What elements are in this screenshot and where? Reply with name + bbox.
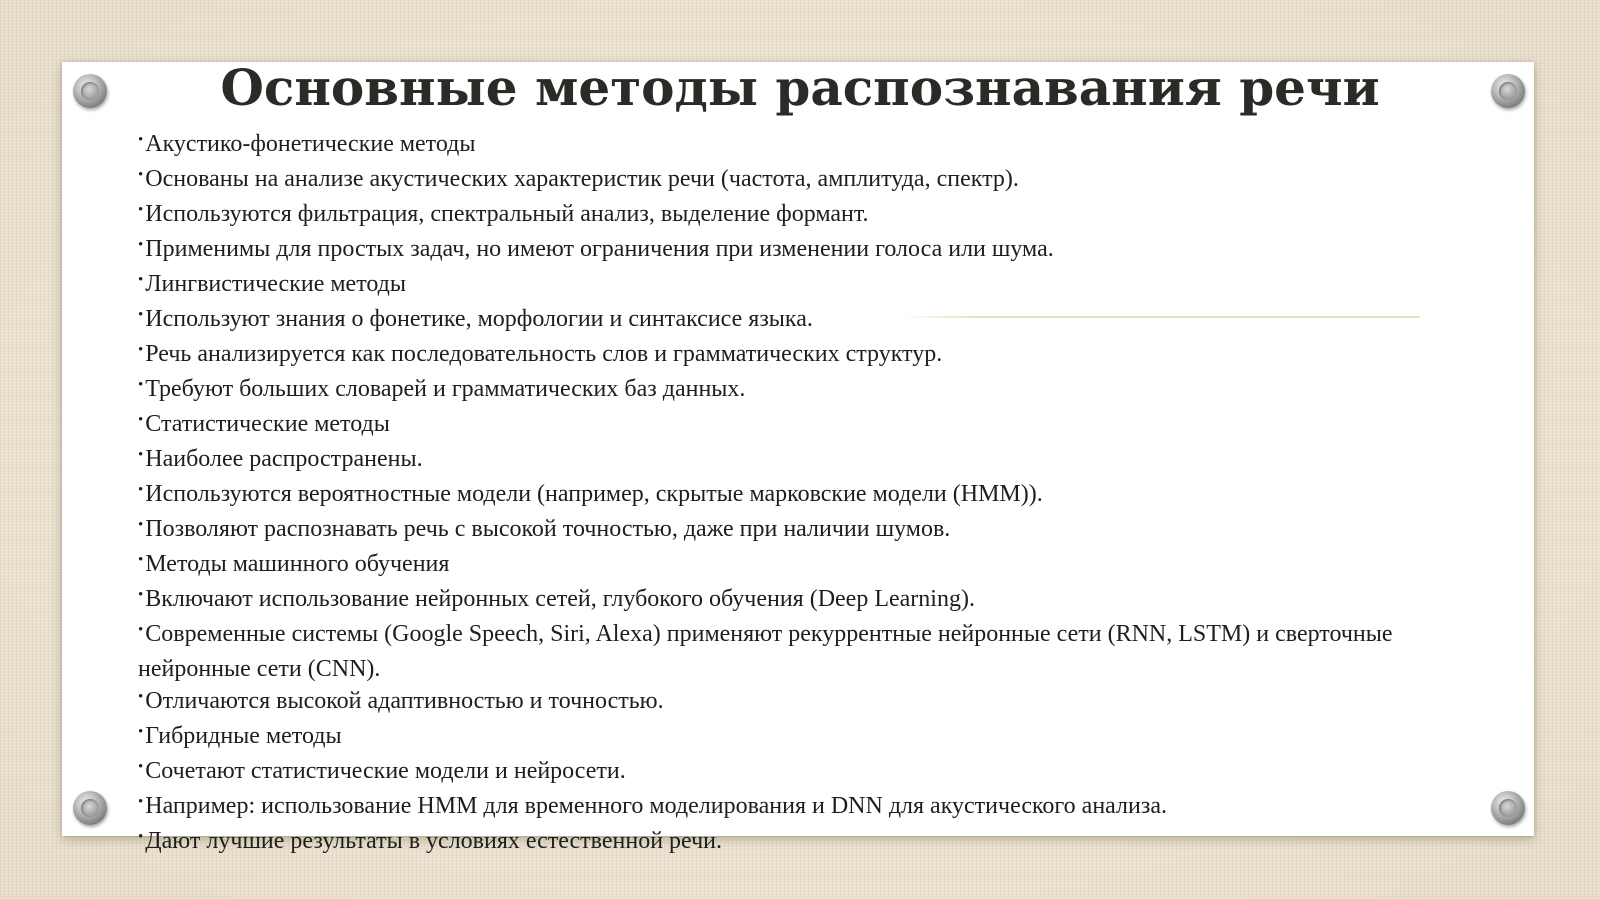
bullet-item — [138, 583, 1428, 618]
bullet-item — [138, 443, 1428, 478]
bullet-icon: • — [138, 622, 144, 638]
bullet-item — [138, 198, 1428, 233]
bullet-text: Применимы для простых задач, но имеют ограничения при изменении голоса или шума. — [145, 236, 1054, 262]
bullet-text: Сочетают статистические модели и нейросети. — [145, 758, 626, 784]
bullet-item — [138, 548, 1428, 583]
bullet-icon: • — [138, 237, 144, 253]
bullet-icon: • — [138, 759, 144, 775]
pin-bottom-right-icon — [1491, 791, 1525, 825]
bullet-item — [138, 373, 1428, 408]
slide-title: Основные методы распознавания речи — [220, 58, 1380, 117]
bullet-item — [138, 825, 1428, 860]
bullet-text: Акустико-фонетические методы — [145, 131, 476, 157]
bullet-item — [138, 408, 1428, 443]
bullet-icon: • — [138, 689, 144, 705]
bullet-icon: • — [138, 829, 144, 845]
bullet-item — [138, 128, 1428, 163]
bullet-icon: • — [138, 552, 144, 568]
bullet-item — [138, 618, 1428, 685]
bullet-text: Включают использование нейронных сетей, глубокого обучения (Deep Learning). — [145, 586, 975, 612]
bullet-text: Используют знания о фонетике, морфологии и синтаксисе языка. — [145, 306, 813, 332]
bullet-icon: • — [138, 342, 144, 358]
bullet-item — [138, 268, 1428, 303]
bullet-text: Методы машинного обучения — [145, 551, 450, 577]
bullet-item — [138, 338, 1428, 373]
bullet-icon: • — [138, 447, 144, 463]
bullet-item — [138, 233, 1428, 268]
bullet-text: Речь анализируется как последовательность слов и грамматических структур. — [145, 341, 943, 367]
bullet-item — [138, 478, 1428, 513]
bullet-text: Основаны на анализе акустических характеристик речи (частота, амплитуда, спектр). — [145, 166, 1019, 192]
bullet-icon: • — [138, 482, 144, 498]
bullet-item — [138, 163, 1428, 198]
bullet-icon: • — [138, 377, 144, 393]
bullet-text: Дают лучшие результаты в условиях естественной речи. — [145, 828, 723, 854]
bullet-text: Лингвистические методы — [145, 271, 407, 297]
bullet-item — [138, 755, 1428, 790]
bullet-icon: • — [138, 724, 144, 740]
bullet-text: Отличаются высокой адаптивностью и точностью. — [145, 688, 664, 714]
bullet-icon: • — [138, 167, 144, 183]
bullet-text: Используются фильтрация, спектральный анализ, выделение формант. — [145, 201, 869, 227]
bullet-text: Статистические методы — [145, 411, 390, 437]
bullet-text: Требуют больших словарей и грамматических баз данных. — [145, 376, 746, 402]
bullet-text: Современные системы (Google Speech, Siri, Alexa) применяют рекуррентные нейронные сети (RNN, LSTM) и сверточные нейронные сети (CNN). — [138, 621, 1393, 682]
bullet-item — [138, 303, 1428, 338]
bullet-item — [138, 685, 1428, 720]
bullet-icon: • — [138, 272, 144, 288]
bullet-icon: • — [138, 587, 144, 603]
bullet-text: Гибридные методы — [145, 723, 342, 749]
bullet-icon: • — [138, 307, 144, 323]
bullet-list — [138, 128, 1428, 860]
bullet-item — [138, 720, 1428, 755]
bullet-icon: • — [138, 132, 144, 148]
bullet-text: Используются вероятностные модели (например, скрытые марковские модели (HMM)). — [145, 481, 1043, 507]
pin-bottom-left-icon — [73, 791, 107, 825]
bullet-text: Например: использование HMM для временного моделирования и DNN для акустического анализа. — [145, 793, 1167, 819]
bullet-icon: • — [138, 412, 144, 428]
bullet-text: Позволяют распознавать речь с высокой точностью, даже при наличии шумов. — [145, 516, 951, 542]
bullet-item — [138, 513, 1428, 548]
bullet-icon: • — [138, 794, 144, 810]
bullet-icon: • — [138, 517, 144, 533]
bullet-item — [138, 790, 1428, 825]
bullet-text: Наиболее распространены. — [145, 446, 423, 472]
bullet-icon: • — [138, 202, 144, 218]
